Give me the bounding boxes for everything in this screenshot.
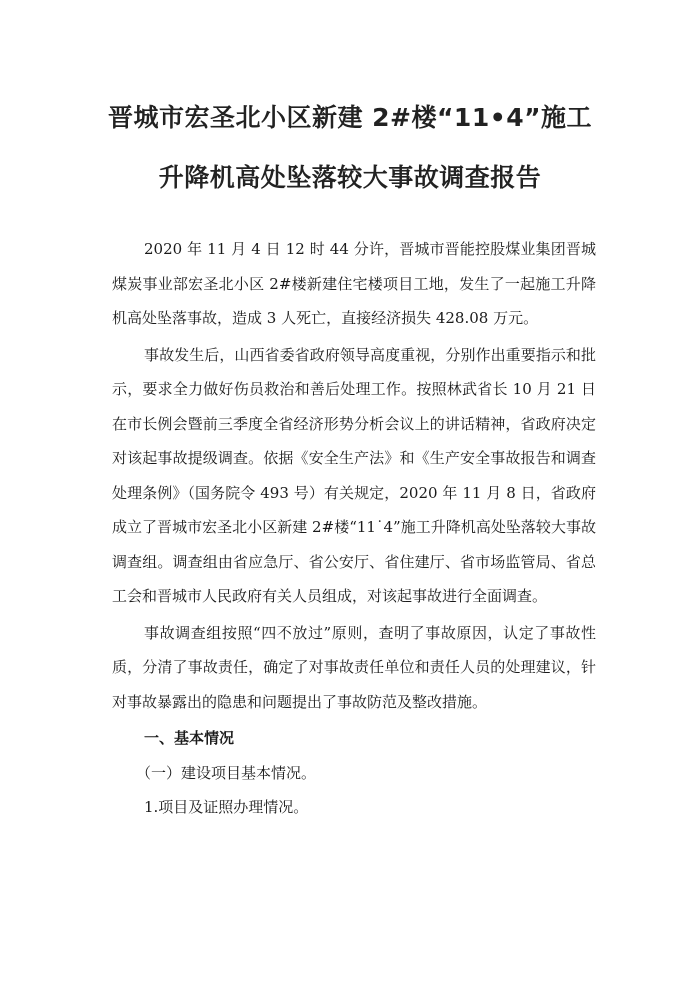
report-body [112, 232, 596, 825]
report-title-line-1: 晋城市宏圣北小区新建 2#楼“11•4”施工 [107, 103, 593, 132]
item-project-permits: 1.项目及证照办理情况。 [144, 798, 309, 816]
report-title-line-2: 升降机高处坠落较大事故调查报告 [158, 163, 542, 192]
subsection-project-info: （一）建设项目基本情况。 [136, 763, 317, 782]
section-heading-basic-info: 一、基本情况 [144, 729, 235, 747]
paragraph-principles: 事故调查组按照“四不放过”原则，查明了事故原因，认定了事故性质，分清了事故责任，确定了对事故责任单位和责任人员的处理建议，针对事故暴露出的隐患和问题提出了事故防范及整改措施。 [112, 623, 596, 711]
paragraph-summary: 2020 年 11 月 4 日 12 时 44 分许，晋城市晋能控股煤业集团晋城煤炭事业部宏圣北小区 2#楼新建住宅楼项目工地，发生了一起施工升降机高处坠落事故，造成 3 人死亡，直接经济损失 428.08 万元。 [112, 240, 596, 327]
paragraph-investigation: 事故发生后，山西省委省政府领导高度重视，分别作出重要指示和批示，要求全力做好伤员救治和善后处理工作。按照林武省长 10 月 21 日在市长例会暨前三季度全省经济形势分析会议上的讲话精神，省政府决定对该起事故提级调查。依据《安全生产法》和《生产安全事故报告和调查处理条例》（国务院令 493 号）有关规定，2020 年 11 月 8 日，省政府成立了晋城市宏圣北小区新建 2#楼“11˙4”施工升降机高处坠落较大事故调查组。调查组由省应急厅、省公安厅、省住建厅、省市场监管局、省总工会和晋城市人民政府有关人员组成，对该起事故进行全面调查。 [112, 345, 596, 605]
